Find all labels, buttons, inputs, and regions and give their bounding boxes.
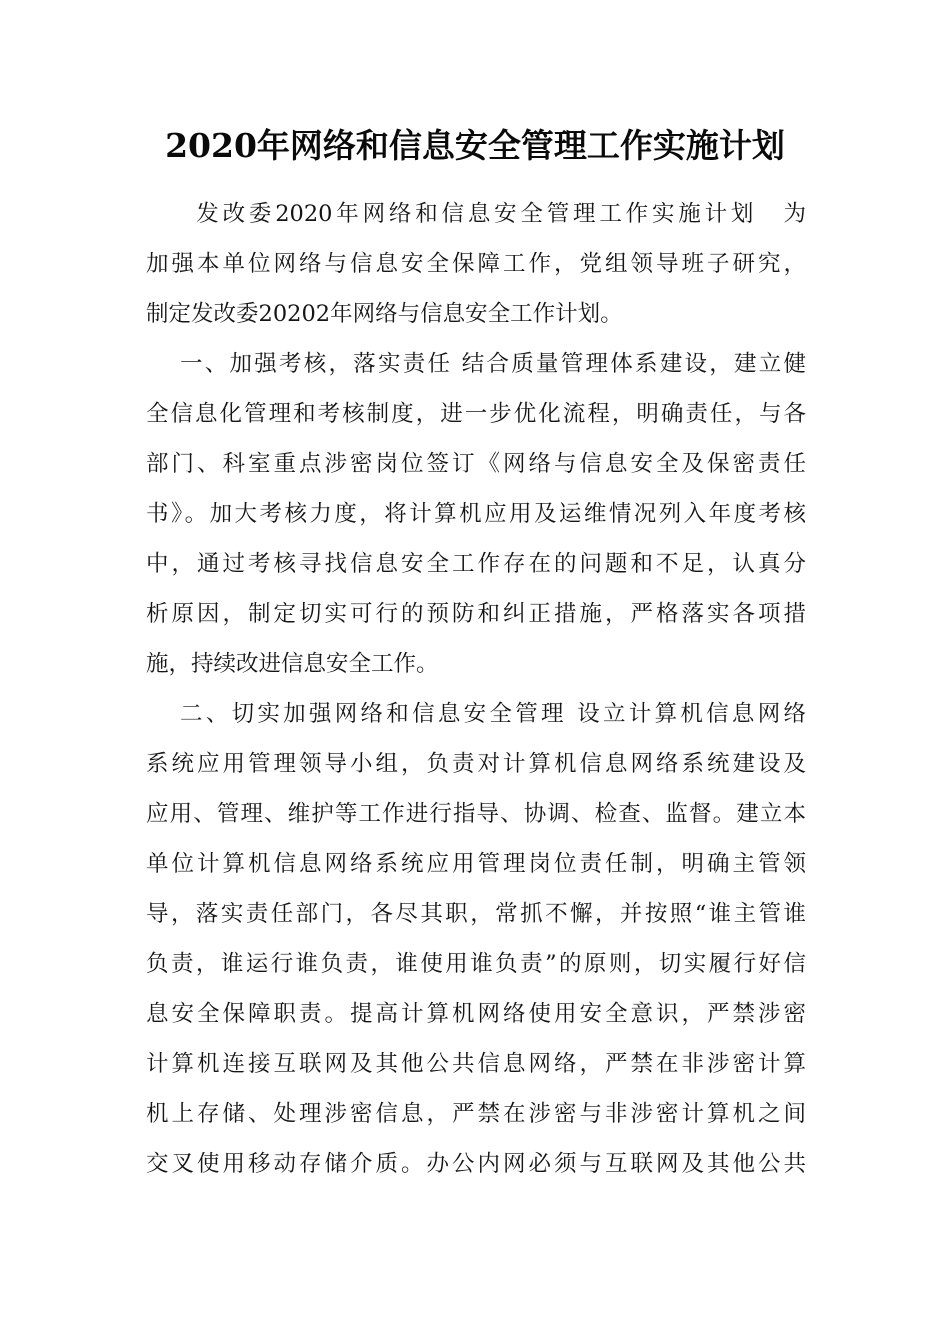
- paragraph-line: 系统应用管理领导小组，负责对计算机信息网络系统建设及: [146, 751, 806, 777]
- document-title: 2020年网络和信息安全管理工作实施计划: [165, 126, 785, 165]
- paragraph-line: 书》。加大考核力度，将计算机应用及运维情况列入年度考核: [146, 501, 806, 527]
- paragraph-line: 导，落实责任部门，各尽其职，常抓不懈，并按照“谁主管谁: [146, 901, 806, 927]
- paragraph-line: 单位计算机信息网络系统应用管理岗位责任制，明确主管领: [146, 851, 806, 877]
- paragraph-line: 计算机连接互联网及其他公共信息网络，严禁在非涉密计算: [146, 1051, 806, 1077]
- paragraph-line: 析原因，制定切实可行的预防和纠正措施，严格落实各项措: [146, 601, 806, 627]
- paragraph-line: 息安全保障职责。提高计算机网络使用安全意识，严禁涉密: [146, 1001, 806, 1027]
- paragraph-line: 中，通过考核寻找信息安全工作存在的问题和不足，认真分: [146, 551, 806, 577]
- paragraph-line: 应用、管理、维护等工作进行指导、协调、检查、监督。建立本: [146, 801, 806, 827]
- paragraph-line: 发改委2020年网络和信息安全管理工作实施计划 为: [170, 201, 806, 227]
- paragraph-line: 施，持续改进信息安全工作。: [146, 651, 439, 677]
- section-heading-line: 二、切实加强网络和信息安全管理 设立计算机信息网络: [180, 701, 806, 727]
- paragraph-line: 机上存储、处理涉密信息，严禁在涉密与非涉密计算机之间: [146, 1101, 806, 1127]
- paragraph-line: 全信息化管理和考核制度，进一步优化流程，明确责任，与各: [146, 401, 806, 427]
- paragraph-line: 部门、科室重点涉密岗位签订《网络与信息安全及保密责任: [146, 451, 806, 477]
- paragraph-line: 负责，谁运行谁负责，谁使用谁负责”的原则，切实履行好信: [146, 951, 806, 977]
- paragraph-line: 交叉使用移动存储介质。办公内网必须与互联网及其他公共: [146, 1151, 806, 1177]
- section-heading-line: 一、加强考核，落实责任 结合质量管理体系建设，建立健: [180, 351, 806, 377]
- paragraph-line: 加强本单位网络与信息安全保障工作，党组领导班子研究，: [146, 251, 806, 277]
- paragraph-line: 制定发改委20202年网络与信息安全工作计划。: [146, 301, 623, 327]
